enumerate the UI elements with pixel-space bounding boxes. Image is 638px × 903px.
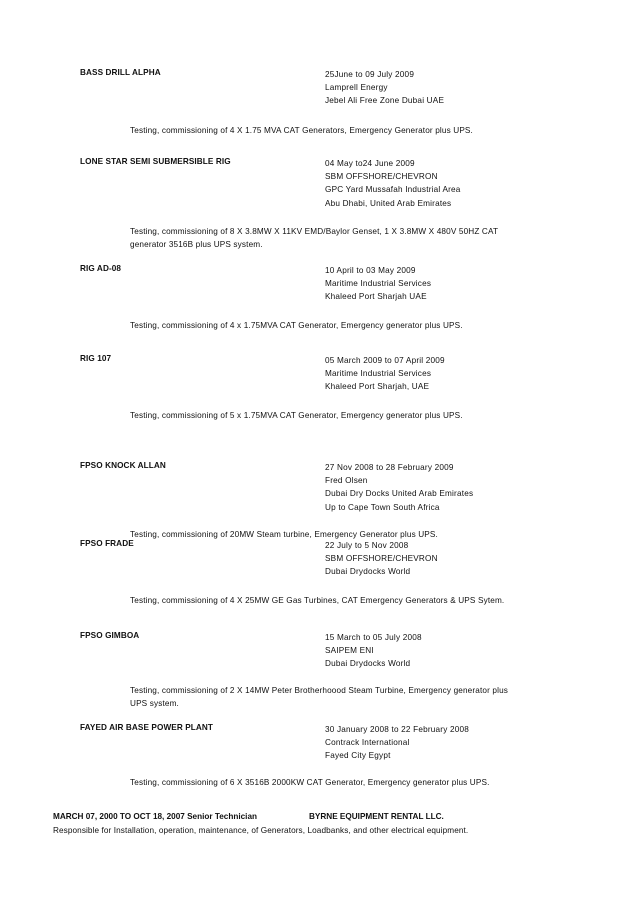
project-location: Dubai Dry Docks United Arab Emirates: [325, 489, 474, 499]
project-info: [325, 723, 469, 763]
project-name: RIG 107: [80, 354, 112, 363]
project-date: 10 April to 03 May 2009: [325, 266, 416, 275]
project-name: LONE STAR SEMI SUBMERSIBLE RIG: [80, 157, 231, 166]
project-description: Testing, commissioning of 5 x 1.75MVA CAT Generator, Emergency generator plus UPS.: [130, 411, 463, 420]
project-date: 04 May to24 June 2009: [325, 159, 415, 168]
project-client: Maritime Industrial Services: [325, 369, 432, 379]
employment-dates-title: MARCH 07, 2000 TO OCT 18, 2007 Senior Technician: [53, 812, 258, 821]
project-date: 27 Nov 2008 to 28 February 2009: [325, 463, 454, 472]
employment-header: [53, 812, 613, 826]
project-info: [325, 631, 422, 671]
project-client: Contrack International: [325, 738, 410, 748]
project-description: Testing, commissioning of 20MW Steam turbine, Emergency Generator plus UPS.: [130, 530, 438, 539]
project-description: Testing, commissioning of 4 X 1.75 MVA CAT Generators, Emergency Generator plus UPS.: [130, 126, 473, 135]
project-name: FAYED AIR BASE POWER PLANT: [80, 723, 214, 732]
project-info: [325, 264, 431, 304]
employment-responsibility: Responsible for Installation, operation, maintenance, of Generators, Loadbanks, and other electrical equipment.: [53, 826, 469, 835]
project-location: Khaleed Port Sharjah UAE: [325, 292, 427, 302]
project-location: Khaleed Port Sharjah, UAE: [325, 382, 430, 392]
project-description: Testing, commissioning of 8 X 3.8MW X 11KV EMD/Baylor Genset, 1 X 3.8MW X 480V 50HZ CAT generator 3516B plus UPS system.: [130, 227, 498, 250]
project-description: Testing, commissioning of 4 x 1.75MVA CAT Generator, Emergency generator plus UPS.: [130, 321, 463, 330]
project-location: Up to Cape Town South Africa: [325, 502, 440, 512]
project-client: SBM OFFSHORE/CHEVRON: [325, 554, 438, 564]
project-date: 25June to 09 July 2009: [325, 70, 415, 79]
employment-company: BYRNE EQUIPMENT RENTAL LLC.: [309, 812, 444, 821]
project-client: Fred Olsen: [325, 476, 368, 486]
project-date: 22 July to 5 Nov 2008: [325, 541, 409, 550]
project-name: FPSO FRADE: [80, 539, 134, 548]
project-info: [325, 461, 473, 514]
project-client: SAIPEM ENI: [325, 646, 374, 656]
project-info: [325, 68, 444, 108]
project-date: 05 March 2009 to 07 April 2009: [325, 356, 445, 365]
project-description: Testing, commissioning of 2 X 14MW Peter Brotherhoood Steam Turbine, Emergency generator plus UPS system.: [130, 686, 509, 709]
project-description: Testing, commissioning of 4 X 25MW GE Gas Turbines, CAT Emergency Generators & UPS Sytem.: [130, 596, 505, 605]
project-location: Dubai Drydocks World: [325, 659, 411, 669]
project-name: RIG AD-08: [80, 264, 122, 273]
project-description: Testing, commissioning of 6 X 3516B 2000KW CAT Generator, Emergency generator plus UPS.: [130, 778, 490, 787]
project-client: Lamprell Energy: [325, 83, 388, 93]
project-location: Jebel Ali Free Zone Dubai UAE: [325, 96, 445, 106]
project-location: Dubai Drydocks World: [325, 567, 411, 577]
employment-entry: [53, 812, 613, 835]
project-info: [325, 539, 438, 579]
project-info: [325, 354, 445, 394]
project-location: Fayed City Egypt: [325, 751, 391, 761]
project-name: FPSO GIMBOA: [80, 631, 140, 640]
project-client: Maritime Industrial Services: [325, 279, 432, 289]
project-location: Abu Dhabi, United Arab Emirates: [325, 198, 452, 208]
project-location: GPC Yard Mussafah Industrial Area: [325, 185, 461, 195]
project-client: SBM OFFSHORE/CHEVRON: [325, 172, 438, 182]
project-date: 15 March to 05 July 2008: [325, 633, 422, 642]
project-name: FPSO KNOCK ALLAN: [80, 461, 166, 470]
project-name: BASS DRILL ALPHA: [80, 68, 161, 77]
project-info: [325, 157, 461, 210]
project-date: 30 January 2008 to 22 February 2008: [325, 725, 470, 734]
